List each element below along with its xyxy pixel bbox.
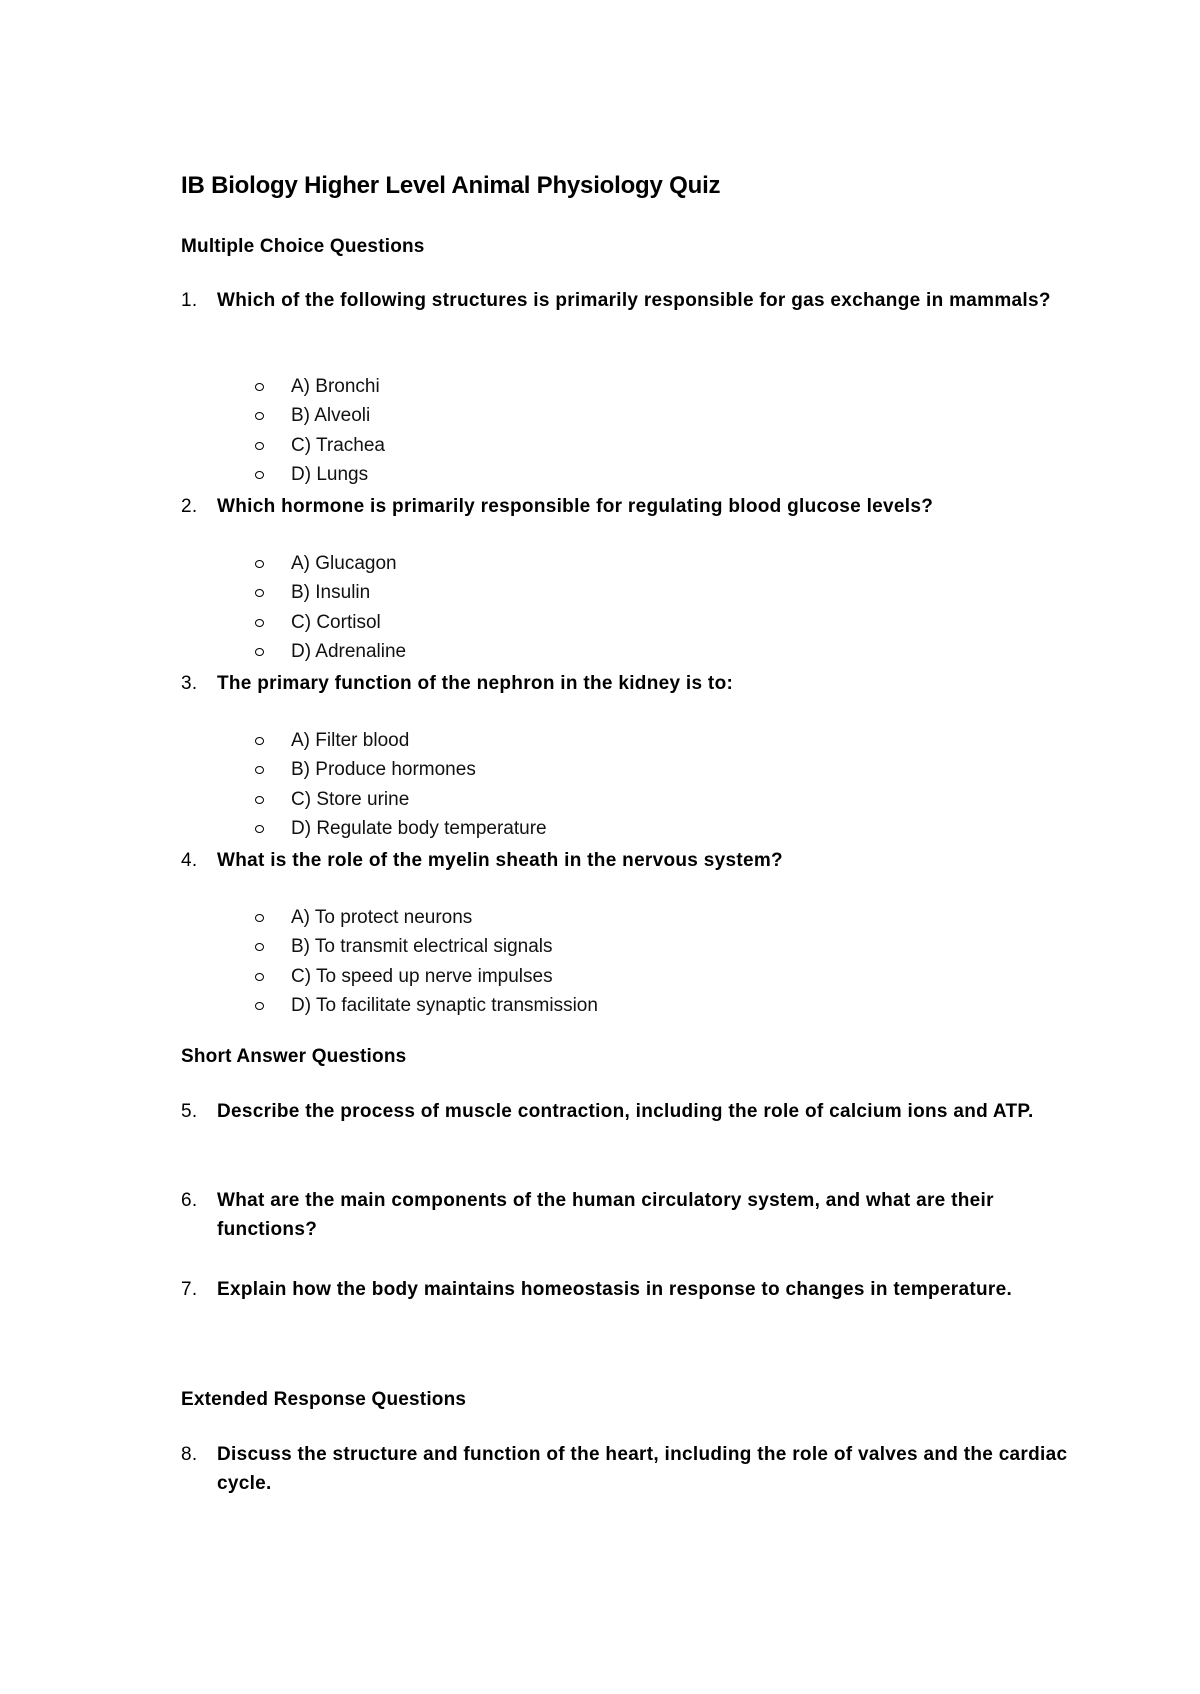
options-list-q1: [255, 372, 385, 489]
circle-bullet-icon: [255, 766, 264, 774]
question-number: 2.: [181, 496, 198, 517]
question-1: [181, 286, 1071, 315]
question-number: 3.: [181, 673, 198, 694]
section-heading-short-answer: Short Answer Questions: [181, 1046, 407, 1067]
option-item: D) To facilitate synaptic transmission: [255, 991, 598, 1020]
option-item: B) Alveoli: [255, 401, 385, 430]
option-item: C) Cortisol: [255, 608, 406, 637]
question-text: What is the role of the myelin sheath in the nervous system?: [217, 850, 783, 871]
option-item: B) Produce hormones: [255, 755, 547, 784]
question-3: [181, 669, 1071, 698]
question-number: 1.: [181, 290, 198, 311]
question-2: [181, 492, 1071, 521]
option-item: B) To transmit electrical signals: [255, 932, 598, 961]
circle-bullet-icon: [255, 442, 264, 450]
option-item: D) Adrenaline: [255, 637, 406, 666]
option-item: D) Lungs: [255, 460, 385, 489]
option-item: A) Glucagon: [255, 549, 406, 578]
question-number: 4.: [181, 850, 198, 871]
question-text: Which of the following structures is primarily responsible for gas exchange in mammals?: [217, 290, 1051, 311]
options-list-q4: [255, 903, 598, 1020]
option-item: A) Bronchi: [255, 372, 385, 401]
circle-bullet-icon: [255, 796, 264, 804]
section-heading-multiple-choice: Multiple Choice Questions: [181, 236, 425, 257]
option-item: C) To speed up nerve impulses: [255, 962, 598, 991]
circle-bullet-icon: [255, 383, 264, 391]
circle-bullet-icon: [255, 825, 264, 833]
question-5: [181, 1097, 1071, 1126]
question-text: Discuss the structure and function of the heart, including the role of valves and the cardiac cycle.: [217, 1444, 1068, 1494]
options-list-q2: [255, 549, 406, 666]
circle-bullet-icon: [255, 914, 264, 922]
page-title: IB Biology Higher Level Animal Physiology Quiz: [181, 172, 721, 199]
question-number: 7.: [181, 1279, 198, 1300]
question-8: [181, 1440, 1071, 1498]
circle-bullet-icon: [255, 943, 264, 951]
question-text: Explain how the body maintains homeostasis in response to changes in temperature.: [217, 1279, 1013, 1300]
option-item: C) Trachea: [255, 431, 385, 460]
circle-bullet-icon: [255, 412, 264, 420]
option-item: B) Insulin: [255, 578, 406, 607]
option-item: C) Store urine: [255, 785, 547, 814]
circle-bullet-icon: [255, 619, 264, 627]
circle-bullet-icon: [255, 589, 264, 597]
question-6: [181, 1186, 1071, 1244]
circle-bullet-icon: [255, 737, 264, 745]
question-text: What are the main components of the human circulatory system, and what are their functions?: [217, 1190, 994, 1240]
section-heading-extended-response: Extended Response Questions: [181, 1389, 467, 1410]
question-number: 5.: [181, 1101, 198, 1122]
question-number: 6.: [181, 1190, 198, 1211]
question-4: [181, 846, 1071, 875]
circle-bullet-icon: [255, 560, 264, 568]
option-item: D) Regulate body temperature: [255, 814, 547, 843]
circle-bullet-icon: [255, 648, 264, 656]
circle-bullet-icon: [255, 471, 264, 479]
options-list-q3: [255, 726, 547, 843]
question-text: Which hormone is primarily responsible for regulating blood glucose levels?: [217, 496, 934, 517]
question-text: Describe the process of muscle contraction, including the role of calcium ions and ATP.: [217, 1101, 1034, 1122]
circle-bullet-icon: [255, 973, 264, 981]
question-text: The primary function of the nephron in the kidney is to:: [217, 673, 734, 694]
circle-bullet-icon: [255, 1002, 264, 1010]
option-item: A) To protect neurons: [255, 903, 598, 932]
question-number: 8.: [181, 1444, 198, 1465]
question-7: [181, 1275, 1071, 1304]
option-item: A) Filter blood: [255, 726, 547, 755]
